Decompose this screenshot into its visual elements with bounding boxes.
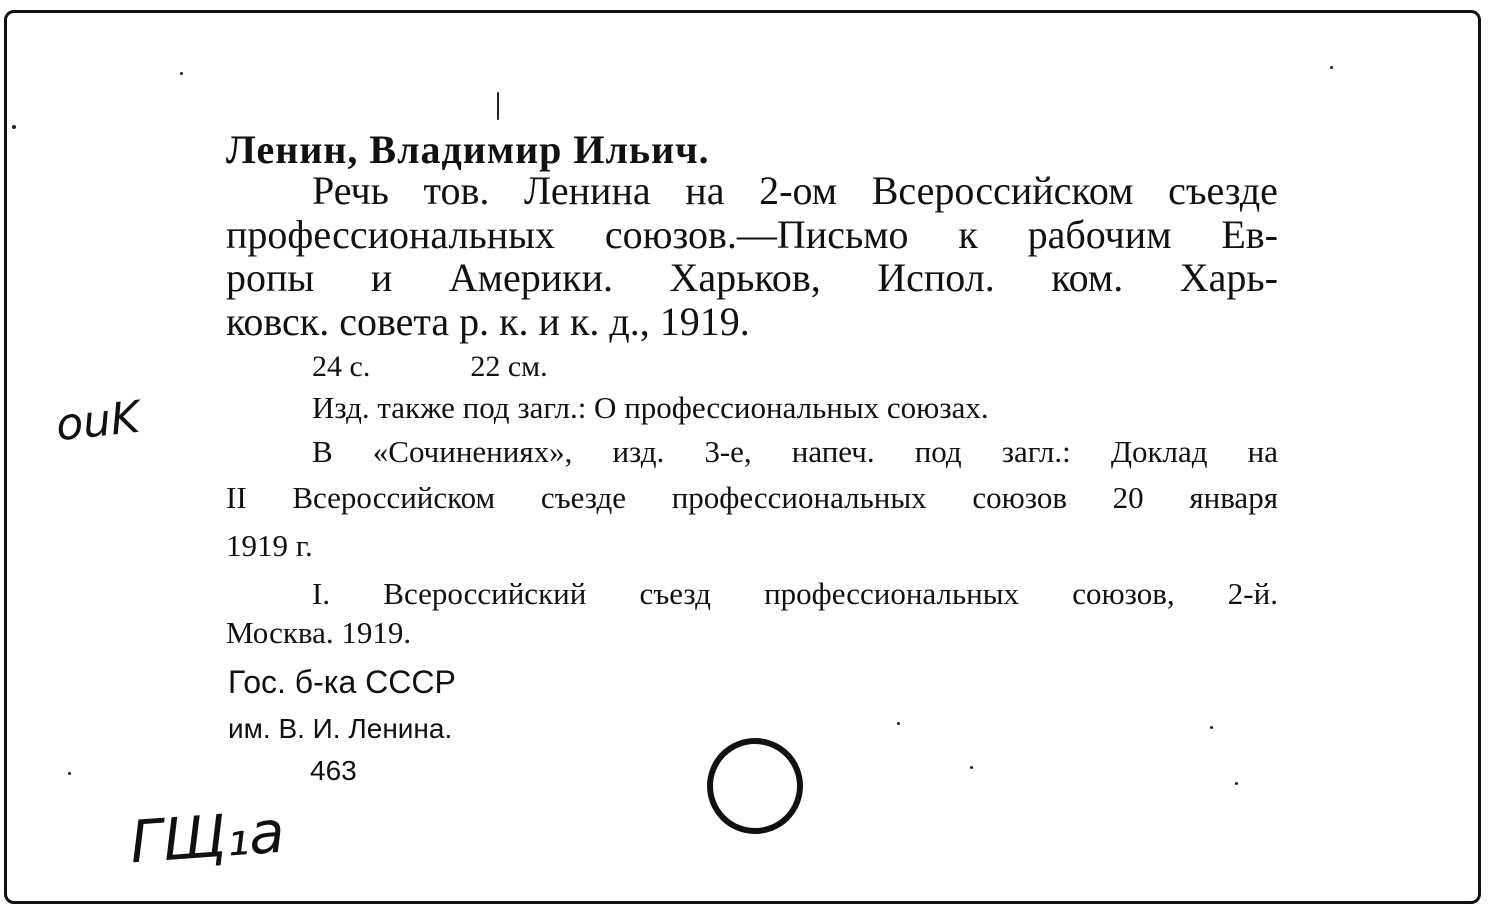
- speck: [12, 125, 16, 129]
- word: съезде: [1168, 168, 1278, 213]
- punch-hole: [707, 738, 803, 834]
- note-line-3: [226, 482, 1278, 513]
- pages-count: 24 с.: [312, 350, 371, 383]
- word: Америки.: [448, 255, 613, 300]
- word: тов.: [423, 168, 490, 213]
- book-size: 22 см.: [470, 350, 548, 383]
- handwritten-mark-bottom: ГЩ₁а: [127, 797, 287, 877]
- word: на: [1247, 434, 1278, 469]
- title-line-2: [226, 212, 1278, 257]
- word: Ев-: [1221, 212, 1278, 257]
- word: Харьков,: [669, 255, 821, 300]
- word: союзов.—Письмо: [604, 212, 909, 257]
- word: II: [226, 480, 247, 515]
- speck: [180, 72, 183, 75]
- word: на: [685, 168, 725, 213]
- word: «Сочинениях»,: [372, 434, 573, 469]
- word: изд.: [612, 434, 665, 469]
- note-line-6: Москва. 1919.: [226, 615, 412, 650]
- word: профессиональных: [764, 576, 1020, 611]
- note-line-2: [312, 436, 1278, 467]
- title-line-3: [226, 255, 1278, 300]
- word: съезде: [540, 480, 627, 515]
- speck: [897, 722, 900, 725]
- note-line-5: [312, 578, 1278, 609]
- title-line-4: ковск. совета р. к. и к. д., 1919.: [226, 299, 750, 344]
- word: и: [370, 255, 393, 300]
- word: Харь-: [1179, 255, 1278, 300]
- word: Речь: [312, 168, 389, 213]
- word: союзов,: [1072, 576, 1175, 611]
- library-stamp-line-1: Гос. б-ка СССР: [228, 664, 456, 700]
- word: января: [1189, 480, 1278, 515]
- word: Всероссийский: [383, 576, 587, 611]
- word: Всероссийском: [292, 480, 496, 515]
- word: В: [312, 434, 333, 469]
- collation: [312, 352, 548, 382]
- word: ком.: [1051, 255, 1124, 300]
- handwritten-mark-top: оuK: [53, 391, 143, 452]
- word: под: [914, 434, 962, 469]
- author-heading: Ленин, Владимир Ильич.: [226, 127, 710, 172]
- speck: [1330, 66, 1333, 69]
- word: Ленина: [524, 168, 651, 213]
- word: загл.:: [1001, 434, 1071, 469]
- word: ропы: [226, 255, 315, 300]
- word: к: [958, 212, 978, 257]
- word: Испол.: [877, 255, 995, 300]
- word: напеч.: [791, 434, 875, 469]
- word: профессиональных: [671, 480, 927, 515]
- word: профессиональных: [226, 212, 555, 257]
- word: 2-й.: [1227, 576, 1278, 611]
- speck: [1210, 726, 1213, 729]
- word: I.: [312, 576, 331, 611]
- speck: [68, 772, 71, 775]
- card-number: 463: [310, 755, 357, 786]
- word: Доклад: [1110, 434, 1208, 469]
- word: союзов: [972, 480, 1067, 515]
- note-line-1: Изд. также под загл.: О профессиональных союзах.: [312, 390, 989, 425]
- word: Всероссийском: [871, 168, 1134, 213]
- word: съезд: [639, 576, 711, 611]
- speck: [497, 92, 499, 120]
- speck: [1235, 782, 1238, 785]
- word: 3-е,: [704, 434, 752, 469]
- title-line-1: [312, 168, 1278, 213]
- word: 20: [1112, 480, 1144, 515]
- speck: [970, 766, 973, 769]
- word: рабочим: [1027, 212, 1172, 257]
- library-stamp-line-2: им. В. И. Ленина.: [228, 713, 453, 744]
- word: 2-ом: [759, 168, 838, 213]
- note-line-4: 1919 г.: [226, 528, 313, 563]
